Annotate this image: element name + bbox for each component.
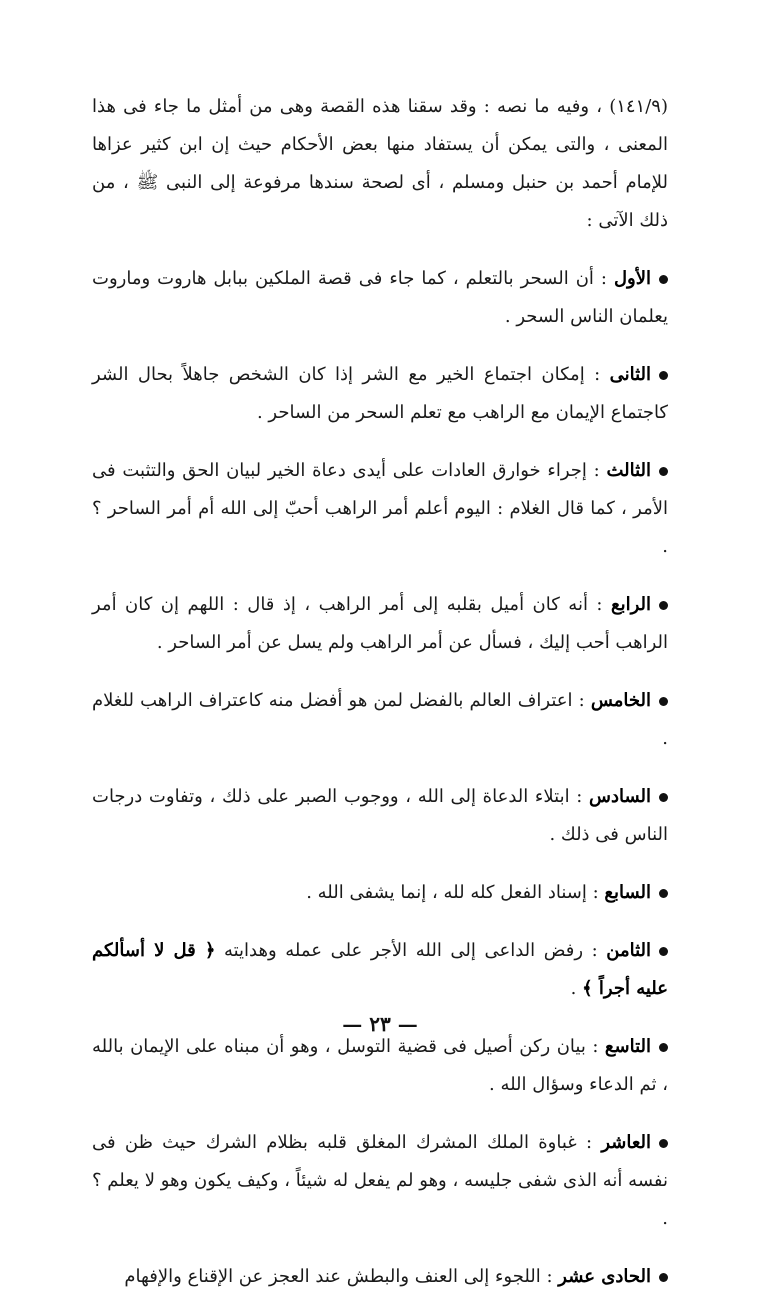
point-text: : إسناد الفعل كله لله ، إنما يشفى الله . — [306, 882, 605, 903]
point-text: : اعتراف العالم بالفضل لمن هو أفضل منه كاعتراف الراهب للغلام . — [92, 690, 668, 749]
point-text: : رفض الداعى إلى الله الأجر على عمله وهدايته — [215, 940, 607, 961]
point-heading: الخامس — [590, 690, 652, 711]
point-6 — [92, 778, 668, 854]
point-tail: . — [570, 978, 583, 999]
point-text: : إمكان اجتماع الخير مع الشر إذا كان الشخص جاهلاً بحال الشر كاجتماع الإيمان مع الراهب مع تعلم السحر من الساحر . — [92, 364, 668, 423]
point-text: : اللجوء إلى العنف والبطش عند العجز عن الإقناع والإفهام — [124, 1266, 559, 1287]
bullet-icon — [659, 601, 668, 610]
page-number: — ٢٣ — — [342, 1012, 418, 1036]
bullet-icon — [659, 371, 668, 380]
point-heading: الرابع — [610, 594, 651, 615]
point-11 — [92, 1258, 668, 1296]
point-heading: السابع — [604, 882, 651, 903]
point-4 — [92, 586, 668, 662]
point-3 — [92, 452, 668, 566]
point-text: : إجراء خوارق العادات على أيدى دعاة الخير لبيان الحق والتثبت فى الأمر ، كما قال الغلام : اليوم أعلم أمر الراهب أحبّ إلى الله أم أمر الساحر ؟ . — [92, 460, 668, 557]
bullet-icon — [659, 275, 668, 284]
point-2 — [92, 356, 668, 432]
point-1 — [92, 260, 668, 336]
point-10 — [92, 1124, 668, 1238]
point-text: : أنه كان أميل بقلبه إلى أمر الراهب ، إذ قال : اللهم إن كان أمر الراهب أحب إليك ، فسأل عن أمر الراهب ولم يسل عن أمر الساحر . — [92, 594, 668, 653]
bullet-icon — [659, 1139, 668, 1148]
page-body — [92, 88, 668, 1296]
point-heading: التاسع — [604, 1036, 651, 1057]
bullet-icon — [659, 697, 668, 706]
quran-verse: ﴿ قل لا أسألكم عليه أجراً ﴾ — [92, 940, 668, 999]
bullet-icon — [659, 1043, 668, 1052]
point-5 — [92, 682, 668, 758]
point-7 — [92, 874, 668, 912]
point-text: : ابتلاء الدعاة إلى الله ، ووجوب الصبر على ذلك ، وتفاوت درجات الناس فى ذلك . — [92, 786, 668, 845]
bullet-icon — [659, 1273, 668, 1282]
point-heading: السادس — [588, 786, 651, 807]
point-9 — [92, 1028, 668, 1104]
point-heading: الأول — [613, 268, 651, 289]
intro-paragraph: (١٤١/٩) ، وفيه ما نصه : وقد سقنا هذه القصة وهى من أمثل ما جاء فى هذا المعنى ، والتى يمكن أن يستفاد منها بعض الأحكام حيث إن ابن كثير عزاها للإمام أحمد بن حنبل ومسلم ، أى لصحة سندها مرفوعة إلى النبى ﷺ ، من ذلك الآتى : — [92, 96, 668, 231]
bullet-icon — [659, 467, 668, 476]
bullet-icon — [659, 947, 668, 956]
point-text: : بيان ركن أصيل فى قضية التوسل ، وهو أن مبناه على الإيمان بالله ، ثم الدعاء وسؤال الله . — [92, 1036, 668, 1095]
point-heading: الحادى عشر — [558, 1266, 651, 1287]
point-text: : أن السحر بالتعلم ، كما جاء فى قصة الملكين ببابل هاروت وماروت يعلمان الناس السحر . — [92, 268, 668, 327]
point-8 — [92, 932, 668, 1008]
bullet-icon — [659, 889, 668, 898]
point-text: : غباوة الملك المشرك المغلق قلبه بظلام الشرك حيث ظن فى نفسه أنه الذى شفى جليسه ، وهو لم يفعل له شيئاً ، وكيف يكون وهو لا يعلم ؟ . — [92, 1132, 668, 1229]
bullet-icon — [659, 793, 668, 802]
point-heading: الثالث — [606, 460, 651, 481]
point-heading: الثانى — [609, 364, 651, 385]
point-heading: العاشر — [601, 1132, 651, 1153]
point-heading: الثامن — [606, 940, 651, 961]
